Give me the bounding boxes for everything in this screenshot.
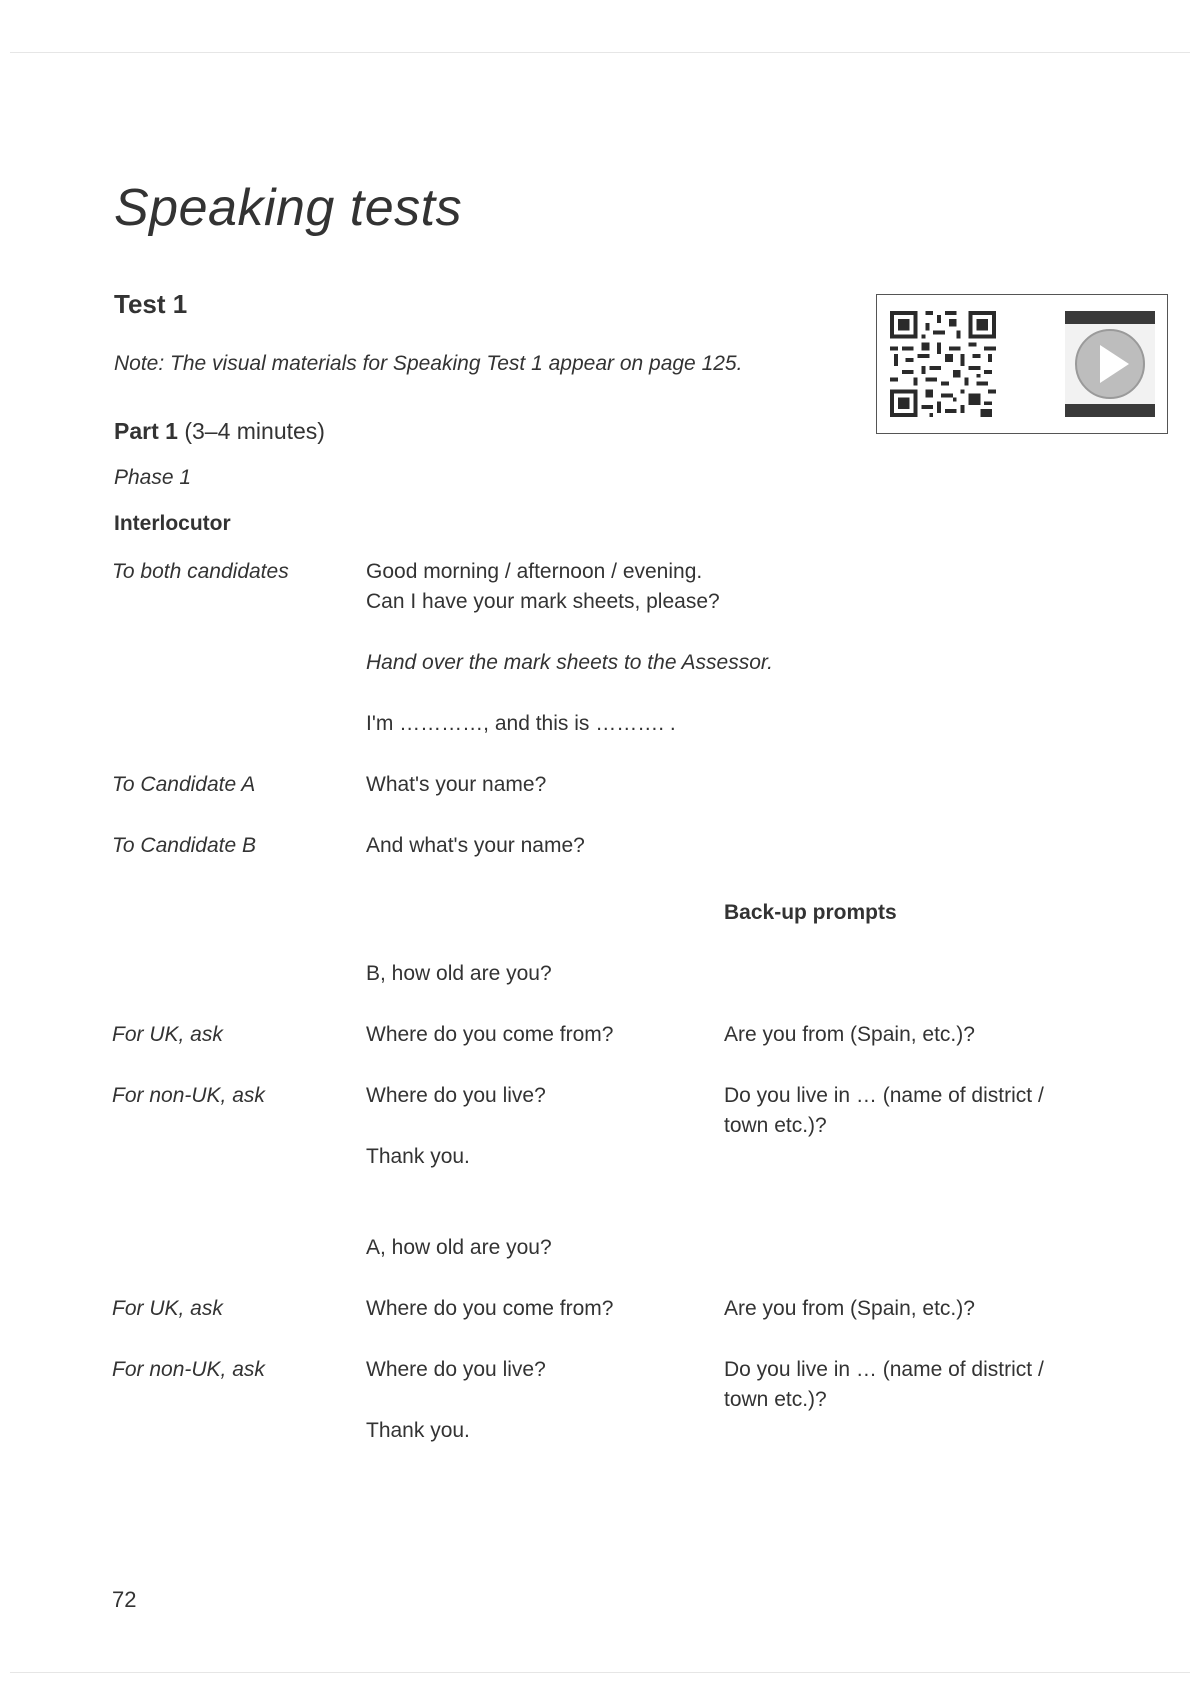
age-question-b — [366, 959, 552, 989]
greeting-line-1: Good morning / afternoon / evening. — [366, 560, 703, 583]
qr-code-icon[interactable] — [889, 311, 997, 417]
ask-name-b: And what's your name? — [366, 834, 585, 857]
origin-question-b: Where do you come from? — [366, 1023, 614, 1046]
origin-prompt-a: Are you from (Spain, etc.)? — [724, 1297, 975, 1320]
age-question-a — [366, 1233, 552, 1263]
residence-prompt-b-line-1: Do you live in … (name of district / — [724, 1084, 1044, 1107]
cue-to-both-candidates: To both candidates — [112, 560, 289, 583]
cue-non-uk-b: For non-UK, ask — [112, 1084, 265, 1107]
part-label: Part 1 — [114, 418, 178, 444]
cue-to-candidate-a: To Candidate A — [112, 773, 256, 796]
residence-question-b: Where do you live? — [366, 1084, 546, 1107]
introduction-line: I'm …………, and this is ………. . — [366, 712, 676, 735]
part-duration: (3–4 minutes) — [184, 418, 325, 444]
thanks-a: Thank you. — [366, 1419, 470, 1442]
interlocutor-label: Interlocutor — [114, 512, 231, 535]
page-number: 72 — [112, 1587, 137, 1612]
backup-prompts-heading: Back-up prompts — [724, 901, 897, 924]
origin-prompt-b: Are you from (Spain, etc.)? — [724, 1023, 975, 1046]
residence-question-a: Where do you live? — [366, 1358, 546, 1381]
age-question-a-text: how old are you? — [385, 1236, 552, 1259]
page-title: Speaking tests — [114, 179, 463, 237]
residence-prompt-b-line-2: town etc.)? — [724, 1114, 827, 1137]
visual-materials-note: Note: The visual materials for Speaking Test 1 appear on page 125. — [114, 352, 743, 375]
scan-edge-top — [10, 52, 1190, 53]
part-heading — [114, 418, 325, 445]
phase-label: Phase 1 — [114, 466, 192, 489]
cue-non-uk-a: For non-UK, ask — [112, 1358, 265, 1381]
test-heading: Test 1 — [114, 289, 188, 319]
play-video-icon[interactable] — [1065, 311, 1155, 417]
cue-uk-b: For UK, ask — [112, 1023, 223, 1046]
cue-uk-a: For UK, ask — [112, 1297, 223, 1320]
greeting-line-2: Can I have your mark sheets, please? — [366, 590, 720, 613]
residence-prompt-a-line-1: Do you live in … (name of district / — [724, 1358, 1044, 1381]
age-question-b-text: how old are you? — [385, 962, 552, 985]
hand-over-instruction: Hand over the mark sheets to the Assessor. — [366, 651, 773, 674]
thanks-b: Thank you. — [366, 1145, 470, 1168]
candidate-letter-a: A, — [366, 1236, 386, 1259]
residence-prompt-a-line-2: town etc.)? — [724, 1388, 827, 1411]
cue-to-candidate-b: To Candidate B — [112, 834, 256, 857]
origin-question-a: Where do you come from? — [366, 1297, 614, 1320]
candidate-letter-b: B, — [366, 962, 386, 985]
scan-edge-bottom — [10, 1672, 1190, 1673]
media-panel[interactable] — [876, 294, 1168, 434]
ask-name-a: What's your name? — [366, 773, 547, 796]
